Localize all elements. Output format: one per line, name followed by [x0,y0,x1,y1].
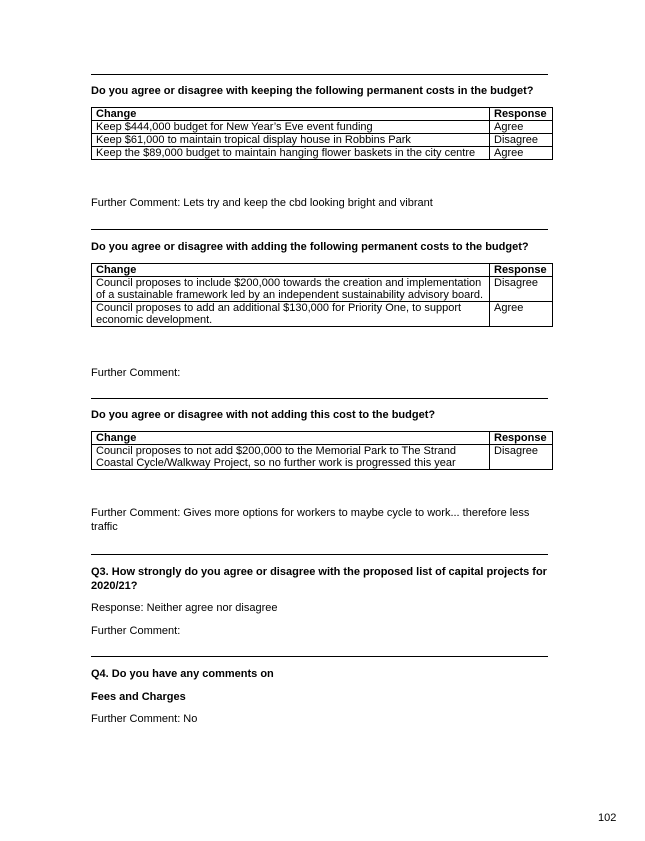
response-table-2 [91,263,553,327]
change-cell: Keep $61,000 to maintain tropical display house in Robbins Park [92,134,490,147]
change-cell: Council proposes to include $200,000 towards the creation and implementation of a sustainable framework led by an independent sustainability advisory board. [92,277,490,302]
question-1-heading: Do you agree or disagree with keeping the following permanent costs in the budget? [91,85,534,97]
page-number: 102 [598,812,617,824]
divider [91,656,548,657]
divider [91,74,548,75]
divider [91,554,548,555]
response-cell: Disagree [490,277,553,302]
column-header-change: Change [92,264,490,277]
response-cell: Agree [490,147,553,160]
q3-further-comment: Further Comment: [91,625,181,637]
table-row [92,147,553,160]
table-row [92,121,553,134]
further-comment-2: Further Comment: [91,367,181,379]
table-row [92,277,553,302]
response-table-3 [91,431,553,470]
divider [91,229,548,230]
question-3-heading: Do you agree or disagree with not adding this cost to the budget? [91,409,436,421]
response-table-1 [91,107,553,160]
column-header-change: Change [92,108,490,121]
change-cell: Keep the $89,000 budget to maintain hanging flower baskets in the city centre [92,147,490,160]
change-cell: Council proposes to not add $200,000 to the Memorial Park to The Strand Coastal Cycle/Walkway Project, so no further work is progressed this year [92,445,490,470]
table-header-row [92,108,553,121]
column-header-response: Response [490,264,553,277]
table-row [92,302,553,327]
table-header-row [92,432,553,445]
further-comment-3: Further Comment: Gives more options for workers to maybe cycle to work... therefore less traffic [91,507,530,533]
further-comment-1: Further Comment: Lets try and keep the cbd looking bright and vibrant [91,197,433,209]
q3-response: Response: Neither agree nor disagree [91,602,278,614]
table-row [92,445,553,470]
response-cell: Disagree [490,445,553,470]
q3-heading: Q3. How strongly do you agree or disagree with the proposed list of capital projects for 2020/21? [91,566,547,592]
question-2-heading: Do you agree or disagree with adding the following permanent costs to the budget? [91,241,529,253]
column-header-change: Change [92,432,490,445]
table-row [92,134,553,147]
change-cell: Council proposes to add an additional $130,000 for Priority One, to support economic development. [92,302,490,327]
column-header-response: Response [490,108,553,121]
q4-heading: Q4. Do you have any comments on [91,668,274,680]
divider [91,398,548,399]
table-header-row [92,264,553,277]
change-cell: Keep $444,000 budget for New Year’s Eve event funding [92,121,490,134]
response-cell: Disagree [490,134,553,147]
column-header-response: Response [490,432,553,445]
response-cell: Agree [490,121,553,134]
response-cell: Agree [490,302,553,327]
q4-subheading: Fees and Charges [91,691,186,703]
q4-further-comment: Further Comment: No [91,713,198,725]
